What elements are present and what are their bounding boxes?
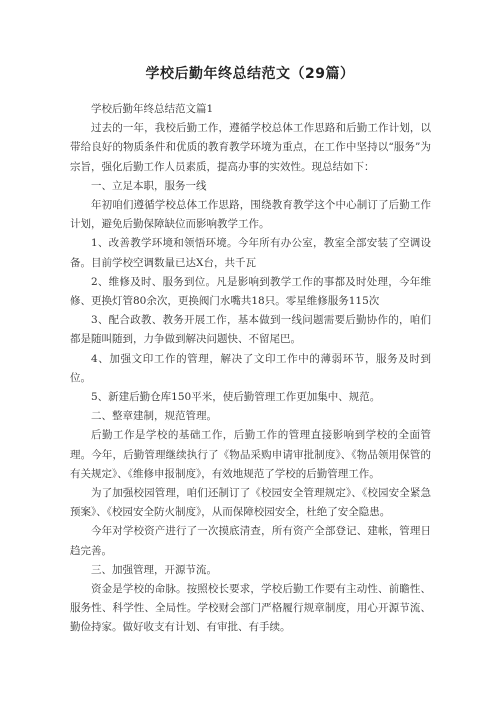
paragraph: 今年对学校资产进行了一次摸底清查，所有资产全部登记、建帐，管理日趋完善。 xyxy=(70,525,431,557)
paragraph: 过去的一年，我校后勤工作，遵循学校总体工作思路和后勤工作计划，以带给良好的物质条件和优质的教育教学环境为重点，在工作中坚持以“服务”为宗旨，强化后勤工作人员素质，提高办事的实效性。现总结如下： xyxy=(70,122,431,173)
paragraph: 年初咱们遵循学校总体工作思路，围绕教育教学这个中心制订了后勤工作计划，避免后勤保障缺位而影响教学工作。 xyxy=(70,199,431,231)
section-heading: 学校后勤年终总结范文篇1 xyxy=(91,103,214,115)
paragraph: 后勤工作是学校的基础工作，后勤工作的管理直接影响到学校的全面管理。今年，后勤管理继续执行了《物品采购申请审批制度》、《物品领用保管的有关规定》、《维修申报制度》，有效地规范了学校的后勤管理工作。 xyxy=(70,429,431,480)
list-item: 4、加强文印工作的管理，解决了文印工作中的薄弱环节，服务及时到位。 xyxy=(70,352,431,384)
list-item: 3、配合政教、教务开展工作，基本做到一线问题需要后勤协作的，咱们都是随叫随到，力争做到解决问题快、不留尾巴。 xyxy=(70,314,431,346)
section-heading: 三、加强管理，开源节流。 xyxy=(91,563,217,576)
section-heading: 二、整章建制，规范管理。 xyxy=(91,410,217,423)
document-body xyxy=(70,100,431,638)
list-item: 5、新建后勤仓库150平米，使后勤管理工作更加集中、规范。 xyxy=(91,391,381,404)
paragraph: 为了加强校园管理，咱们还制订了《校园安全管理规定》、《校园安全紧急预案》、《校园安全防火制度》，从而保障校园安全，杜绝了安全隐患。 xyxy=(70,487,431,519)
list-item: 2、维修及时、服务到位。凡是影响到教学工作的事都及时处理，今年维修、更换灯管80余次，更换阀门水嘴共18只。零星维修服务115次 xyxy=(70,275,431,308)
section-heading: 一、立足本职，服务一线 xyxy=(91,179,207,192)
list-item: 1、改善教学环境和领悟环境。今年所有办公室，教室全部安装了空调设备。目前学校空调数量已达X台，共千瓦 xyxy=(70,237,431,269)
paragraph: 资金是学校的命脉。按照校长要求，学校后勤工作要有主动性、前瞻性、服务性、科学性、全局性。学校财会部门严格履行规章制度，用心开源节流、勤俭持家。做好收支有计划、有审批、有手续。 xyxy=(70,583,431,634)
document-title: 学校后勤年终总结范文（29篇） xyxy=(145,66,355,82)
